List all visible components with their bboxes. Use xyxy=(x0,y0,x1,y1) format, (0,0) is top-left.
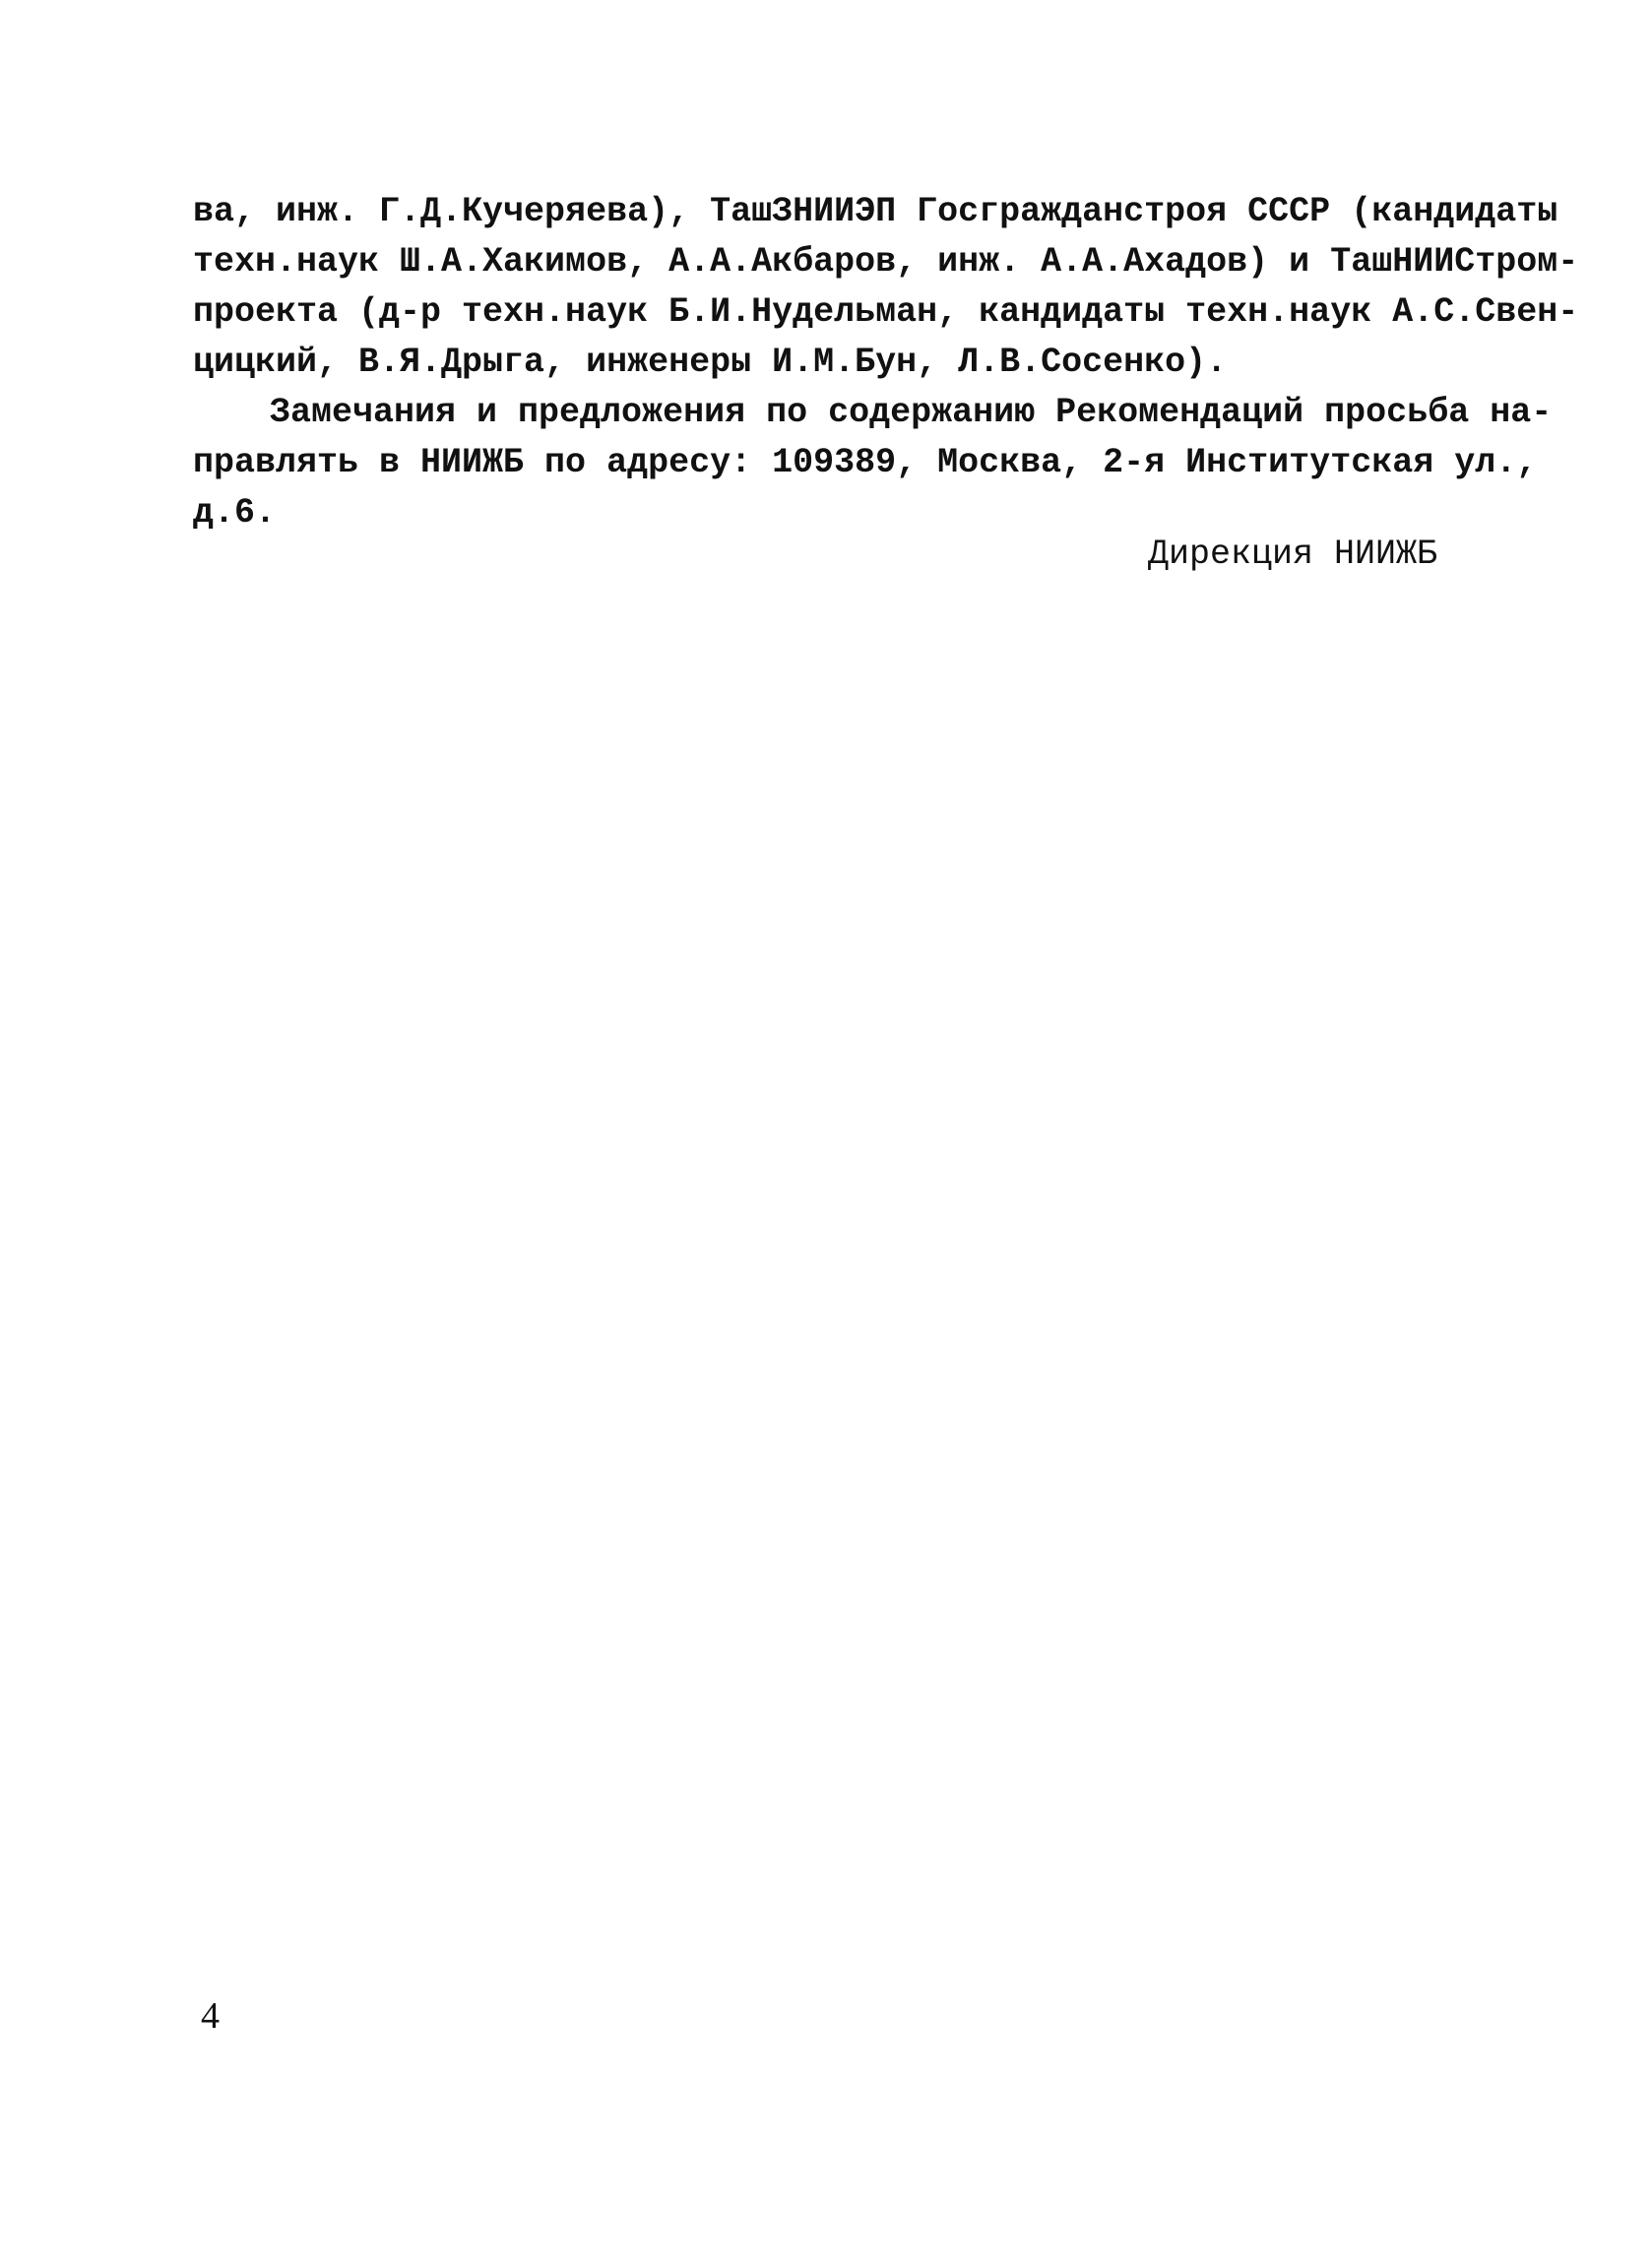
body-text xyxy=(193,187,1579,538)
signature: Дирекция НИИЖБ xyxy=(1147,535,1437,574)
paragraph-2-line-3: д.6. xyxy=(193,493,277,533)
paragraph-1-line-1: ва, инж. Г.Д.Кучеряева), ТашЗНИИЭП Госгражданстроя СССР (кандидаты xyxy=(193,192,1558,231)
paragraph-1-line-2: техн.наук Ш.А.Хакимов, А.А.Акбаров, инж. А.А.Ахадов) и ТашНИИСтром- xyxy=(193,242,1579,282)
paragraph-2-line-1: Замечания и предложения по содержанию Рекомендаций просьба на- xyxy=(270,393,1553,432)
paragraph-1-line-4: цицкий, В.Я.Дрыга, инженеры И.М.Бун, Л.В.Сосенко). xyxy=(193,343,1228,382)
page-number: 4 xyxy=(201,1995,220,2037)
paragraph-1-line-3: проекта (д-р техн.наук Б.И.Нудельман, кандидаты техн.наук А.С.Свен- xyxy=(193,292,1579,332)
paragraph-2-line-2: правлять в НИИЖБ по адресу: 109389, Москва, 2-я Институтская ул., xyxy=(193,443,1538,482)
